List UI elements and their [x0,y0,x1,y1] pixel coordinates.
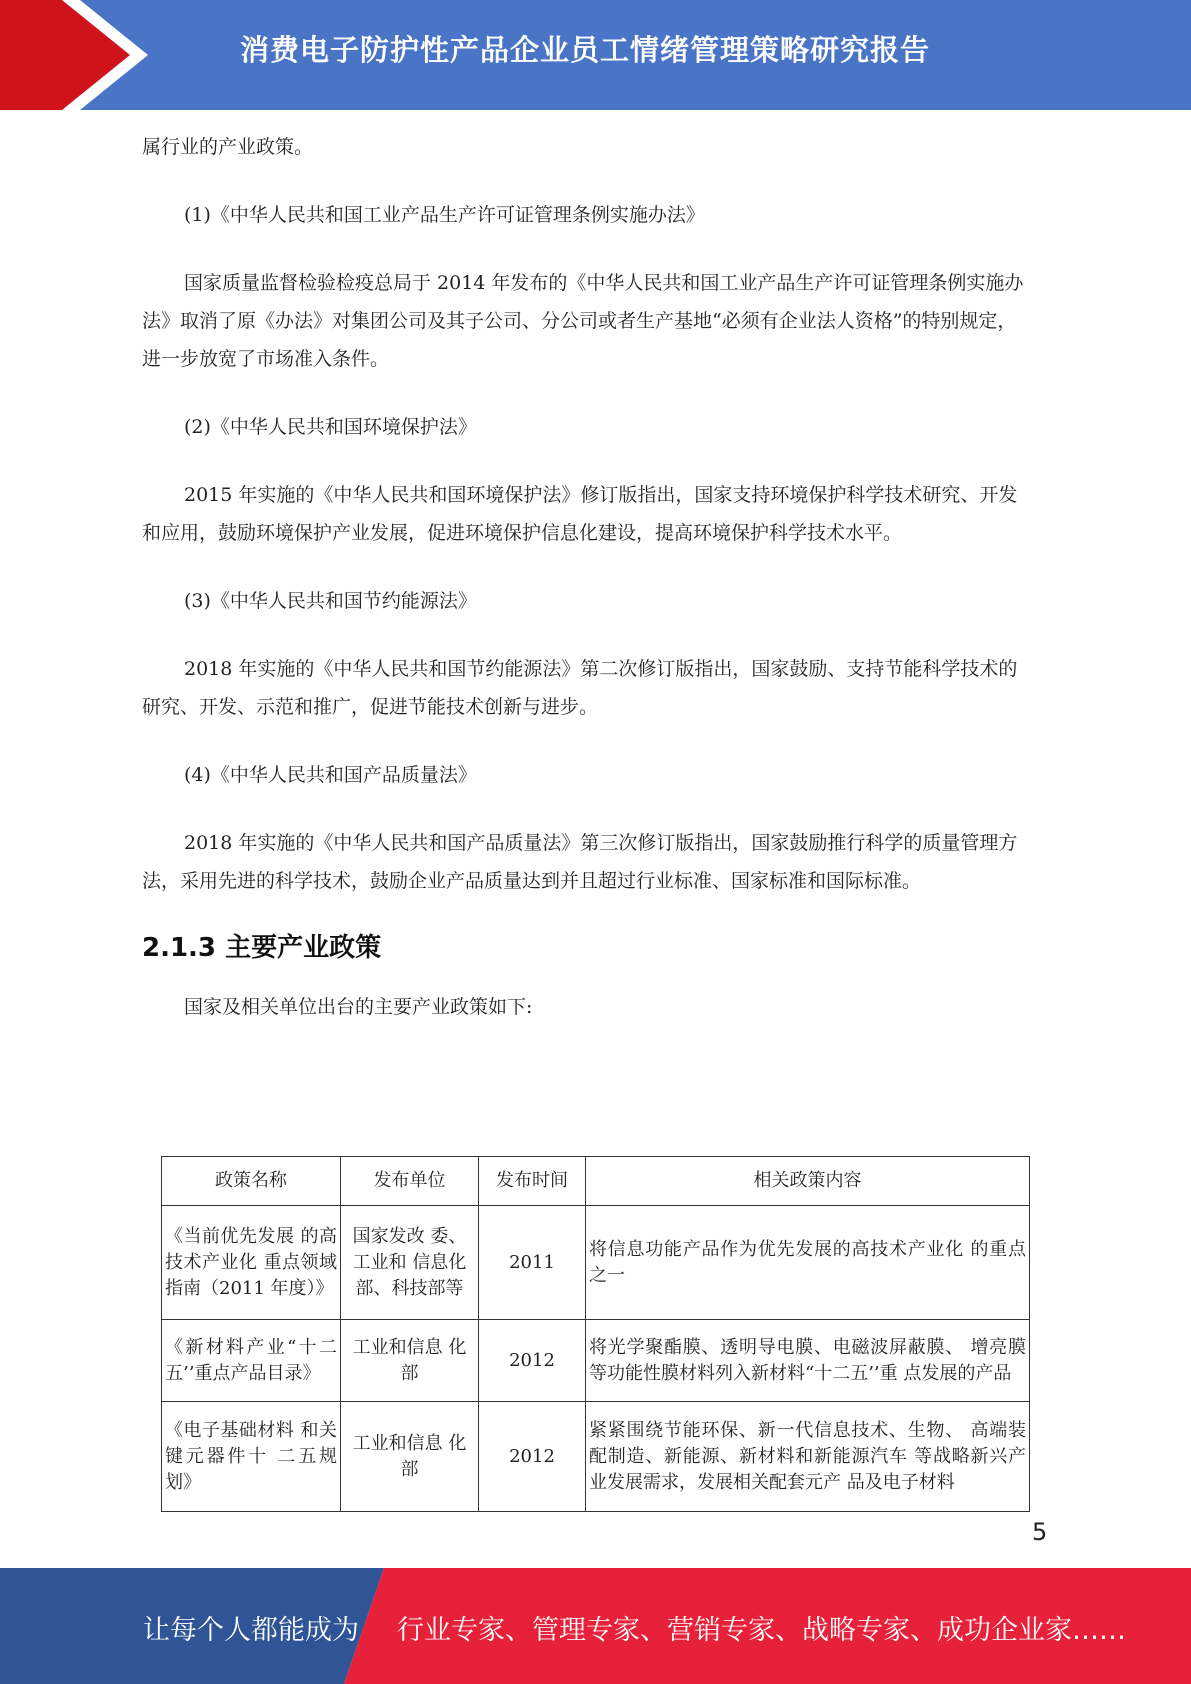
header-chevron-decoration [0,0,160,110]
intro-tail: 属行业的产业政策。 [142,136,314,158]
issuer-cell: 工业和信息 化部 [341,1402,479,1512]
policy-text-2: 2015 年实施的《中华人民共和国环境保护法》修订版指出，国家支持环境保护科学技术研究、开发和应用，鼓励环境保护产业发展，促进环境保护信息化建设，提高环境保护科学技术水平。 [142,484,1018,544]
policy-name-cell: 《当前优先发展 的高技术产业化 重点领域指南（2011 年度）》 [162,1206,341,1320]
issuer-cell: 工业和信息 化部 [341,1320,479,1402]
content-cell: 紧紧围绕节能环保、新一代信息技术、生物、 高端装配制造、新能源、新材料和新能源汽车 等战略新兴产业发展需求，发展相关配套元产 品及电子材料 [586,1402,1030,1512]
page-header [0,0,1191,110]
year-cell: 2012 [479,1320,586,1402]
header-content: 相关政策内容 [586,1157,1030,1206]
content-cell: 将光学聚酯膜、透明导电膜、电磁波屏蔽膜、 增亮膜等功能性膜材料列入新材料“十二五’’重 点发展的产品 [586,1320,1030,1402]
table-header-row [162,1157,1030,1206]
section-title: 2.1.3 主要产业政策 [142,933,382,963]
policy-text-1: 国家质量监督检验检疫总局于 2014 年发布的《中华人民共和国工业产品生产许可证管理条例实施办法》取消了原《办法》对集团公司及其子公司、分公司或者生产基地“必须有企业法人资格”的特别规定，进一步放宽了市场准入条件。 [142,272,1024,370]
policy-heading-4: (4)《中华人民共和国产品质量法》 [184,764,477,786]
policy-heading-2: (2)《中华人民共和国环境保护法》 [184,416,477,438]
page-number: 5 [1032,1518,1048,1546]
policy-heading-3: (3)《中华人民共和国节约能源法》 [184,590,477,612]
policy-name-cell: 《新材料产业“十二五’’重点产品目录》 [162,1320,341,1402]
footer-slogan-left: 让每个人都能成为 [143,1615,359,1646]
header-date: 发布时间 [479,1157,586,1206]
table-row [162,1402,1030,1512]
page-footer [0,1568,1191,1684]
header-policy-name: 政策名称 [162,1157,341,1206]
section-intro: 国家及相关单位出台的主要产业政策如下: [184,996,533,1018]
header-issuer: 发布单位 [341,1157,479,1206]
policy-table [161,1156,1030,1512]
policy-text-3: 2018 年实施的《中华人民共和国节约能源法》第二次修订版指出，国家鼓励、支持节能科学技术的研究、开发、示范和推广，促进节能技术创新与进步。 [142,658,1018,718]
header-title: 消费电子防护性产品企业员工情绪管理策略研究报告 [240,33,931,67]
footer-slogan-right: 行业专家、管理专家、营销专家、战略专家、成功企业家…… [397,1615,1126,1646]
report-body [142,128,1030,1026]
content-cell: 将信息功能产品作为优先发展的高技术产业化 的重点之一 [586,1206,1030,1320]
year-cell: 2012 [479,1402,586,1512]
table-row [162,1320,1030,1402]
policy-text-4: 2018 年实施的《中华人民共和国产品质量法》第三次修订版指出，国家鼓励推行科学的质量管理方法，采用先进的科学技术，鼓励企业产品质量达到并且超过行业标准、国家标准和国际标准。 [142,832,1018,892]
policy-name-cell: 《电子基础材料 和关键元器件十 二五规划》 [162,1402,341,1512]
year-cell: 2011 [479,1206,586,1320]
policy-heading-1: (1)《中华人民共和国工业产品生产许可证管理条例实施办法》 [184,204,705,226]
issuer-cell: 国家发改 委、工业和 信息化部、科技部等 [341,1206,479,1320]
table-row [162,1206,1030,1320]
